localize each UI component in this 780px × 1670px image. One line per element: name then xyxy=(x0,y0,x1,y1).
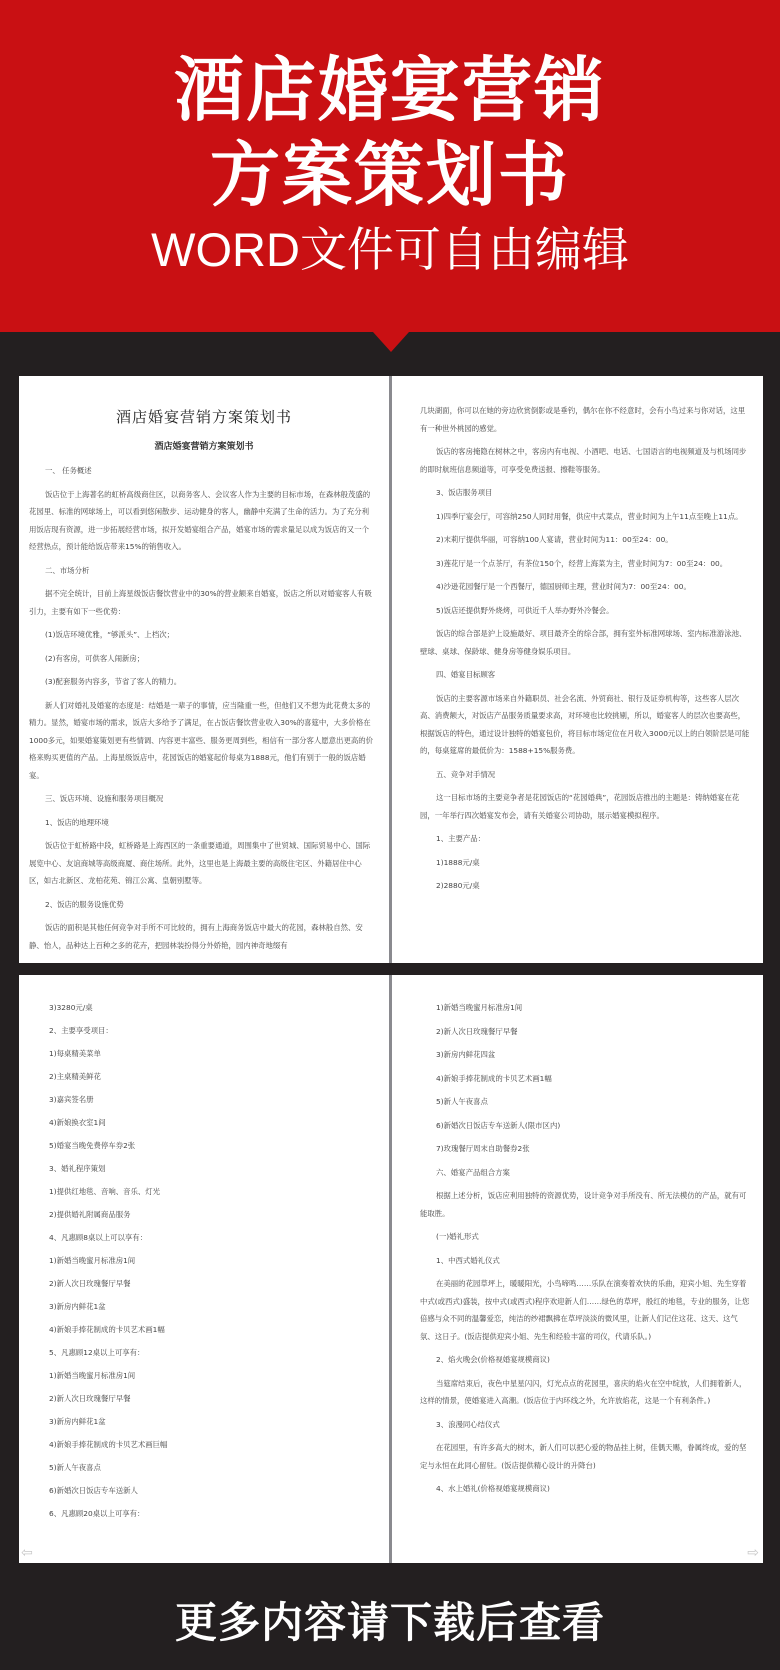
list-item: 1、中西式婚礼仪式 xyxy=(436,1255,500,1265)
page-1-body xyxy=(19,462,389,954)
list-item: 7)玫瑰餐厅周末自助餐券2张 xyxy=(436,1144,530,1153)
list-item: 3)新房内鲜花1盆 xyxy=(49,1302,106,1311)
page-2-body xyxy=(392,402,763,895)
paragraph: 在花园里，有许多高大的树木，新人们可以把心爱的物品挂上树，佳偶天赐，眷属终成，爱的坚定与永恒在此同心留驻。(饭店提供精心设计的升降台) xyxy=(420,1443,747,1470)
document-page-1 xyxy=(19,376,392,963)
list-item: 4)新娘换衣室1间 xyxy=(49,1118,106,1127)
list-item: 4、凡惠顾8桌以上可以享有： xyxy=(49,1233,148,1242)
banner-subtitle: WORD文件可自由编辑 xyxy=(151,223,629,276)
paragraph: 据不完全统计，目前上海星级饭店餐饮营业中的30%的营业额来自婚宴，饭店之所以对婚宴客人有吸引力，主要有如下一些优势： xyxy=(29,589,372,616)
list-item: 1)每桌精美菜单 xyxy=(49,1049,101,1058)
list-item: 6)新婚次日饭店专车送新人 xyxy=(49,1486,138,1495)
list-item: 3)新房内鲜花四盆 xyxy=(436,1050,496,1059)
list-item: 2)新人次日玫瑰餐厅早餐 xyxy=(436,1026,518,1036)
paragraph: 1)四季厅宴会厅，可容纳250人同时用餐，供应中式菜点，营业时间为上午11点至晚上11点。 xyxy=(436,511,743,521)
section-heading: 一、 任务概述 xyxy=(45,466,92,475)
list-item: 4)新娘手捧花制成的卡贝艺术画1幅 xyxy=(49,1325,165,1334)
list-item: (一)婚礼形式 xyxy=(436,1232,479,1241)
list-item: 1)新婚当晚蜜月标准房1间 xyxy=(49,1256,136,1265)
paragraph: 饭店位于上海著名的虹桥高级商住区，以商务客人、会议客人作为主要的目标市场，在森林般茂盛的花园里、标准的网球场上，可以看到悠闲散步、运动健身的客人，幽静中充满了生命的活力。为了充分利用饭店现有资源，进一步拓展经营市场，拟开发婚宴组合产品，婚宴市场的需求量足以成为饭店的又一个经营热点，预计能给饭店带来15%的销售收入。 xyxy=(29,489,371,551)
document-spread-1 xyxy=(19,376,763,963)
section-heading: 2、饭店的服务设施优势 xyxy=(45,899,124,909)
section-heading: (3)配套服务内容多，节省了客人的精力。 xyxy=(45,677,182,686)
list-item: 5、凡惠顾12桌以上可享有： xyxy=(49,1348,145,1357)
list-item: 3)3280元/桌 xyxy=(49,1003,93,1012)
list-item: 5)新人午夜喜点 xyxy=(49,1463,101,1472)
list-item: 6)新婚次日饭店专车送新人(限市区内) xyxy=(436,1120,561,1130)
paragraph: 这一目标市场的主要竞争者是花园饭店的“花园婚典”，花园饭店推出的主题是：铸纳婚宴在花园，一年举行四次婚宴发布会，请有关婚宴公司协助，展示婚宴模拟程序。 xyxy=(420,793,740,820)
doc-subtitle: 酒店婚宴营销方案策划书 xyxy=(154,442,254,452)
paragraph: 当筵席结束后，夜色中星星闪闪，灯光点点的花园里，喜庆的焰火在空中绽放，人们拥着新人，这样的情景，使婚宴进入高潮。(饭店位于内环线之外，允许放焰花，这是一个有利条件。) xyxy=(420,1378,747,1405)
list-item: 2、主要享受项目： xyxy=(49,1026,113,1035)
list-item: 1)新婚当晚蜜月标准房1间 xyxy=(436,1003,523,1012)
next-page-arrow-icon[interactable]: ⇨ xyxy=(747,1545,759,1561)
paragraph: 根据上述分析，饭店应利用独特的资源优势，设计竞争对手所没有、所无法模仿的产品，就有可能取胜。 xyxy=(420,1191,747,1218)
list-item: 2)新人次日玫瑰餐厅早餐 xyxy=(49,1394,131,1403)
prev-page-arrow-icon[interactable]: ⇦ xyxy=(21,1545,33,1561)
section-heading: (1)饭店环境优雅，“够派头”、上档次； xyxy=(45,630,174,639)
list-item: 3)新房内鲜花1盆 xyxy=(49,1417,106,1426)
list-item: 5)新人午夜喜点 xyxy=(436,1097,488,1106)
paragraph: 饭店的主要客源市场来自外籍职员、社会名流、外贸商社、银行及证券机构等，这些客人层次高、消费额大，对饭店产品服务质量要求高，对环境也比较挑剔，所以，婚宴客人的层次也要高些，根据饭店的特色，通过设计独特的婚宴包价，将目标市场定位在月收入3000元以上的白领阶层是可能的，每桌筵席的最低价为：1588+15%服务费。 xyxy=(420,693,750,755)
list-item: 5)婚宴当晚免费停车券2张 xyxy=(49,1141,136,1150)
list-item: 2)提供婚礼附属商品服务 xyxy=(49,1210,131,1219)
document-spread-2 xyxy=(19,975,763,1563)
list-item: 4)新娘手捧花制成的卡贝艺术画巨幅 xyxy=(49,1440,168,1449)
doc-title: 酒店婚宴营销方案策划书 xyxy=(115,408,292,426)
section-heading: 3、饭店服务项目 xyxy=(436,488,493,497)
paragraph: 5)饭店还提供野外烧烤，可供近千人举办野外冷餐会。 xyxy=(436,605,614,615)
page-4-body xyxy=(392,999,763,1498)
paragraph: 饭店位于虹桥路中段，虹桥路是上海西区的一条重要通道，周围集中了世贸城、国际贸易中心、国际展览中心、友谊商城等高级商厦、商住场所。此外，这里也是上海最主要的高级住宅区、外籍居住中心区，如古北新区、龙柏花苑、锦江公寓、皇朝别墅等。 xyxy=(29,841,371,885)
document-page-2 xyxy=(392,376,763,963)
list-item: 1)新婚当晚蜜月标准房1间 xyxy=(49,1371,136,1380)
list-item: 2)新人次日玫瑰餐厅早餐 xyxy=(49,1279,131,1288)
list-item: 六、婚宴产品组合方案 xyxy=(436,1167,510,1177)
paragraph: 饭店的客房掩隐在树林之中，客房内有电视、小酒吧、电话、七国语言的电视频道及与机场同步的即时航班信息频道等，可享受免费送报、擦鞋等服务。 xyxy=(420,447,747,474)
footer-download-notice: 更多内容请下载后查看 xyxy=(174,1598,605,1647)
section-heading: 1、主要产品： xyxy=(436,834,486,843)
section-heading: (2)有客房，可供客人闹新房； xyxy=(45,653,145,663)
list-item: 4)新娘手捧花制成的卡贝艺术画1幅 xyxy=(436,1073,552,1083)
paragraph: 饭店的综合部是沪上设施最好、项目最齐全的综合部，拥有室外标准网球场、室内标准游泳池、壁球、桌球、保龄球、健身房等健身娱乐项目。 xyxy=(420,629,747,656)
title-banner xyxy=(0,0,780,332)
section-heading: 二、市场分析 xyxy=(45,565,90,575)
paragraph: 在美丽的花园草坪上，暖暖阳光，小鸟啼鸣……乐队在演奏着欢快的乐曲，迎宾小姐、先生穿着中式(或西式)盛装，按中式(或西式)程序欢迎新人们……绿色的草坪，殷红的地毯，专业的服务，让您倍感与众不同的温馨爱恋，纯洁的纱裙飘拂在草坪淡淡的微风里，让新人们记住这花、这天、这气氛、这日子。(饭店提供迎宾小姐、先生和经验丰富的司仪，代请乐队。) xyxy=(420,1279,750,1341)
list-item: 2、焰火晚会(价格视婚宴规模商议) xyxy=(436,1355,550,1364)
paragraph: 饭店的面积是其他任何竞争对手所不可比较的，拥有上海商务饭店中最大的花园，森林般自然、安静、怡人，品种达上百种之多的花卉，把园林装扮得分外娇艳，园内神奇地缀有 xyxy=(29,923,363,950)
banner-notch-pointer xyxy=(373,332,409,352)
paragraph: 3)莲花厅是一个点茶厅，有茶位150个，经营上海菜为主，营业时间为7：00至24：00。 xyxy=(436,558,728,568)
paragraph: 几块湖面，你可以在她的旁边欣赏倒影或是垂钓，偶尔在你不经意时，会有小鸟过来与你对话，这里有一种世外桃园的感觉。 xyxy=(420,406,746,433)
list-item: 3、浪漫同心结仪式 xyxy=(436,1419,500,1429)
list-item: 2)主桌精美鲜花 xyxy=(49,1072,101,1081)
page-3-body xyxy=(19,999,389,1523)
document-page-4 xyxy=(392,975,763,1563)
document-page-3 xyxy=(19,975,392,1563)
section-heading: 1)1888元/桌 xyxy=(436,857,480,867)
banner-title-line1: 酒店婚宴营销 xyxy=(174,49,606,131)
section-heading: 2)2880元/桌 xyxy=(436,881,480,890)
banner-title-line2: 方案策划书 xyxy=(210,134,570,216)
list-item: 1)提供红地毯、音响、音乐、灯光 xyxy=(49,1187,161,1196)
list-item: 4、水上婚礼(价格视婚宴规模商议) xyxy=(436,1484,550,1493)
section-heading: 四、婚宴目标顾客 xyxy=(436,670,496,679)
list-item: 6、凡惠顾20桌以上可享有： xyxy=(49,1509,145,1518)
list-item: 3)嘉宾签名册 xyxy=(49,1095,94,1104)
list-item: 3、婚礼程序策划 xyxy=(49,1164,106,1173)
section-heading: 1、饭店的地理环境 xyxy=(45,817,109,827)
paragraph: 2)末莉厅提供华丽，可容纳100人宴请，营业时间为11：00至24：00。 xyxy=(436,535,673,544)
section-heading: 五、竞争对手情况 xyxy=(436,769,496,779)
section-heading: 三、饭店环境、设施和服务项目概况 xyxy=(45,794,164,803)
paragraph: 4)沙逊花园餐厅是一个西餐厅，德国厨师主理，营业时间为7：00至24：00。 xyxy=(436,582,691,591)
paragraph: 新人们对婚礼及婚宴的态度是：结婚是一辈子的事情，应当隆重一些，但他们又不想为此花费太多的精力。显然，婚宴市场的需求，饭店大多给予了满足，在占饭店餐饮营业收入30%的喜筵中，大多价格在1000多元，如果婚宴策划更有些情调、内容更丰富些、服务更周到些，相信有一部分客人愿意出更高的价格来购买更值的产品。上海星级饭店中，花园饭店的婚宴起价每桌为1888元，他们有别于一般的饭店婚宴。 xyxy=(29,700,374,780)
